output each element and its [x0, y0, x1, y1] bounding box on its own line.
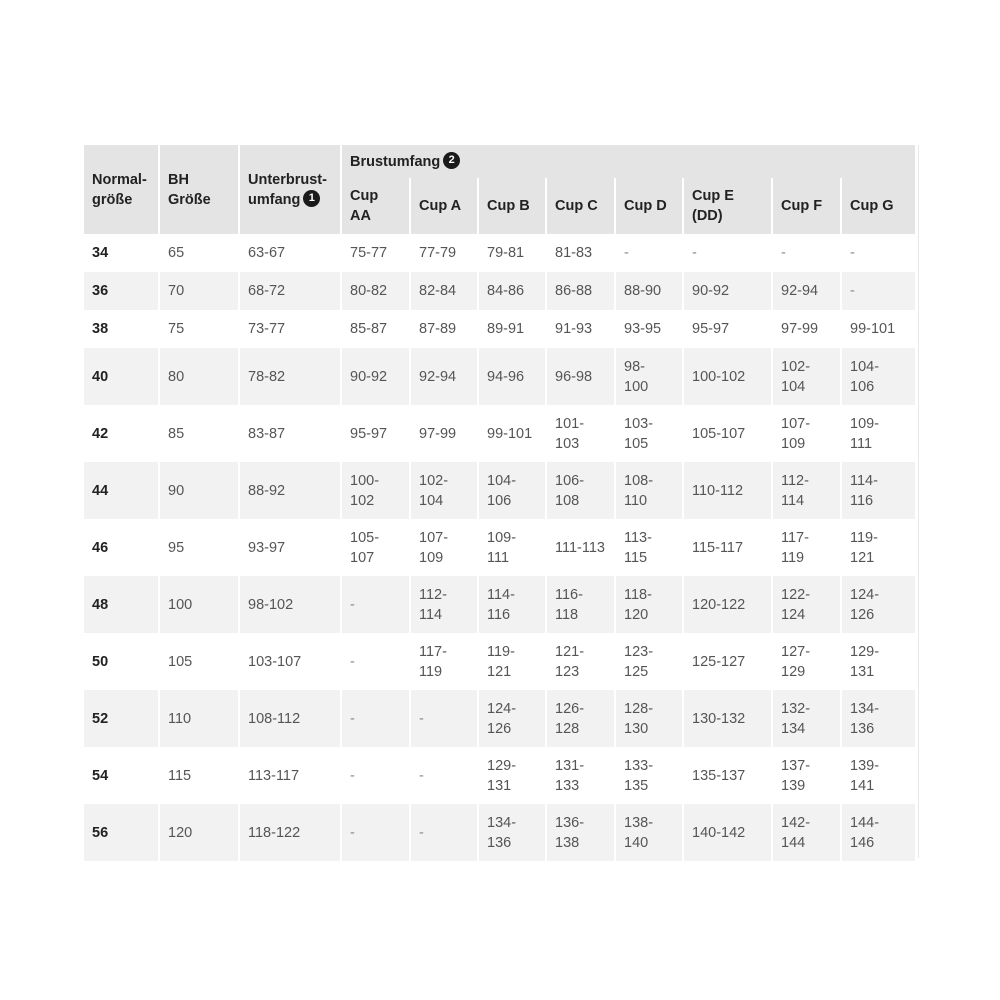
- cell-bra-size: 105: [159, 633, 239, 690]
- cell-cup-value: 110-112: [683, 462, 772, 519]
- header-cup-label: Cup G: [850, 198, 894, 214]
- cell-cup-value: 114- 116: [841, 462, 916, 519]
- cell-cup-value: 105- 107: [341, 519, 410, 576]
- cell-cup-value: 99-101: [841, 310, 916, 348]
- cell-cup-value: 116- 118: [546, 576, 615, 633]
- cell-cup-value: 77-79: [410, 234, 478, 272]
- header-normal-size: [84, 145, 159, 234]
- cell-cup-value: 96-98: [546, 348, 615, 405]
- cell-normal-size: 52: [84, 690, 159, 747]
- header-bra-size: [159, 145, 239, 234]
- cell-normal-size: 48: [84, 576, 159, 633]
- cell-cup-value: -: [410, 690, 478, 747]
- cell-cup-value: 92-94: [772, 272, 841, 310]
- table-row: [84, 519, 916, 576]
- cell-cup-value: -: [410, 804, 478, 861]
- cell-cup-value: 95-97: [341, 405, 410, 462]
- cell-cup-value: 128- 130: [615, 690, 683, 747]
- cell-cup-value: -: [341, 747, 410, 804]
- header-cup-4: [615, 178, 683, 234]
- cell-cup-value: 107- 109: [410, 519, 478, 576]
- table-row: [84, 348, 916, 405]
- cell-bra-size: 110: [159, 690, 239, 747]
- cell-cup-value: 84-86: [478, 272, 546, 310]
- cell-cup-value: 122- 124: [772, 576, 841, 633]
- cell-cup-value: 132- 134: [772, 690, 841, 747]
- cell-cup-value: 119- 121: [478, 633, 546, 690]
- cell-normal-size: 46: [84, 519, 159, 576]
- header-bust-group: [341, 145, 916, 178]
- cell-cup-value: 90-92: [683, 272, 772, 310]
- cell-cup-value: 94-96: [478, 348, 546, 405]
- header-underbust-label: Unterbrust- umfang: [248, 171, 327, 208]
- cell-cup-value: 81-83: [546, 234, 615, 272]
- cell-cup-value: 140-142: [683, 804, 772, 861]
- cell-cup-value: 123- 125: [615, 633, 683, 690]
- header-bra-size-label: BH Größe: [168, 171, 211, 208]
- cell-cup-value: 114- 116: [478, 576, 546, 633]
- table-row: [84, 310, 916, 348]
- table-row: [84, 690, 916, 747]
- cell-underbust: 78-82: [239, 348, 341, 405]
- header-cup-0: [341, 178, 410, 234]
- cell-cup-value: -: [341, 804, 410, 861]
- cell-normal-size: 38: [84, 310, 159, 348]
- cell-cup-value: -: [341, 633, 410, 690]
- cell-underbust: 88-92: [239, 462, 341, 519]
- cell-cup-value: 131- 133: [546, 747, 615, 804]
- header-cup-label: Cup D: [624, 198, 667, 214]
- cell-cup-value: -: [772, 234, 841, 272]
- cell-cup-value: 101- 103: [546, 405, 615, 462]
- cell-cup-value: -: [341, 690, 410, 747]
- cell-normal-size: 42: [84, 405, 159, 462]
- cell-cup-value: 100-102: [683, 348, 772, 405]
- table-row: [84, 462, 916, 519]
- cell-bra-size: 85: [159, 405, 239, 462]
- cell-underbust: 98-102: [239, 576, 341, 633]
- cell-cup-value: 130-132: [683, 690, 772, 747]
- cell-underbust: 63-67: [239, 234, 341, 272]
- cell-cup-value: -: [683, 234, 772, 272]
- cell-cup-value: 79-81: [478, 234, 546, 272]
- cell-cup-value: 102- 104: [772, 348, 841, 405]
- cell-cup-value: -: [841, 234, 916, 272]
- info-badge-2[interactable]: 2: [443, 152, 460, 169]
- header-cup-5: [683, 178, 772, 234]
- cell-underbust: 118-122: [239, 804, 341, 861]
- cell-cup-value: 137- 139: [772, 747, 841, 804]
- cell-cup-value: 134- 136: [478, 804, 546, 861]
- cell-bra-size: 70: [159, 272, 239, 310]
- header-cup-label: Cup A: [419, 198, 462, 214]
- cell-cup-value: 104- 106: [478, 462, 546, 519]
- cell-cup-value: 142- 144: [772, 804, 841, 861]
- header-cup-6: [772, 178, 841, 234]
- cell-cup-value: 107- 109: [772, 405, 841, 462]
- cell-cup-value: 91-93: [546, 310, 615, 348]
- cell-cup-value: 75-77: [341, 234, 410, 272]
- table-row: [84, 234, 916, 272]
- cell-cup-value: -: [615, 234, 683, 272]
- cell-cup-value: 106- 108: [546, 462, 615, 519]
- cell-cup-value: -: [841, 272, 916, 310]
- cell-cup-value: 90-92: [341, 348, 410, 405]
- cell-cup-value: 125-127: [683, 633, 772, 690]
- size-table: [84, 145, 917, 861]
- cell-cup-value: 109- 111: [841, 405, 916, 462]
- header-cup-label: Cup AA: [350, 188, 379, 224]
- cell-cup-value: 103- 105: [615, 405, 683, 462]
- cell-cup-value: 139- 141: [841, 747, 916, 804]
- header-cup-1: [410, 178, 478, 234]
- cell-underbust: 83-87: [239, 405, 341, 462]
- cell-cup-value: 87-89: [410, 310, 478, 348]
- cell-bra-size: 95: [159, 519, 239, 576]
- cell-cup-value: 104- 106: [841, 348, 916, 405]
- header-cup-3: [546, 178, 615, 234]
- cell-cup-value: 97-99: [772, 310, 841, 348]
- table-row: [84, 405, 916, 462]
- cell-cup-value: -: [341, 576, 410, 633]
- cell-normal-size: 44: [84, 462, 159, 519]
- header-normal-size-label: Normal- größe: [92, 171, 147, 208]
- cell-cup-value: 124- 126: [841, 576, 916, 633]
- cell-cup-value: 136- 138: [546, 804, 615, 861]
- cell-cup-value: 126- 128: [546, 690, 615, 747]
- cell-bra-size: 80: [159, 348, 239, 405]
- cell-bra-size: 100: [159, 576, 239, 633]
- cell-bra-size: 120: [159, 804, 239, 861]
- cell-cup-value: 112- 114: [410, 576, 478, 633]
- cell-normal-size: 40: [84, 348, 159, 405]
- cell-cup-value: 133- 135: [615, 747, 683, 804]
- cell-cup-value: 144- 146: [841, 804, 916, 861]
- cell-cup-value: 80-82: [341, 272, 410, 310]
- cell-underbust: 113-117: [239, 747, 341, 804]
- cell-normal-size: 50: [84, 633, 159, 690]
- table-edge-divider: [918, 145, 919, 858]
- cell-cup-value: 127- 129: [772, 633, 841, 690]
- cell-normal-size: 34: [84, 234, 159, 272]
- cell-cup-value: 108- 110: [615, 462, 683, 519]
- cell-normal-size: 36: [84, 272, 159, 310]
- cell-cup-value: 97-99: [410, 405, 478, 462]
- cell-underbust: 103-107: [239, 633, 341, 690]
- header-cup-label: Cup C: [555, 198, 598, 214]
- header-underbust: [239, 145, 341, 234]
- cell-cup-value: 98- 100: [615, 348, 683, 405]
- cell-cup-value: 111-113: [546, 519, 615, 576]
- header-cup-label: Cup E (DD): [692, 188, 734, 224]
- cell-underbust: 68-72: [239, 272, 341, 310]
- header-cup-2: [478, 178, 546, 234]
- cell-cup-value: 129- 131: [478, 747, 546, 804]
- cell-bra-size: 75: [159, 310, 239, 348]
- cell-cup-value: 92-94: [410, 348, 478, 405]
- cell-cup-value: 109- 111: [478, 519, 546, 576]
- cell-cup-value: 82-84: [410, 272, 478, 310]
- cell-underbust: 93-97: [239, 519, 341, 576]
- cell-underbust: 73-77: [239, 310, 341, 348]
- cell-cup-value: 115-117: [683, 519, 772, 576]
- cell-cup-value: 118- 120: [615, 576, 683, 633]
- cell-cup-value: 88-90: [615, 272, 683, 310]
- header-cup-label: Cup B: [487, 198, 530, 214]
- size-chart: [84, 145, 916, 861]
- header-cup-7: [841, 178, 916, 234]
- table-row: [84, 747, 916, 804]
- cell-cup-value: 85-87: [341, 310, 410, 348]
- cell-cup-value: 135-137: [683, 747, 772, 804]
- cell-cup-value: 100- 102: [341, 462, 410, 519]
- table-row: [84, 576, 916, 633]
- cell-cup-value: 117- 119: [410, 633, 478, 690]
- cell-cup-value: 102- 104: [410, 462, 478, 519]
- cell-cup-value: 113- 115: [615, 519, 683, 576]
- cell-cup-value: 134- 136: [841, 690, 916, 747]
- cell-cup-value: 89-91: [478, 310, 546, 348]
- cell-cup-value: 95-97: [683, 310, 772, 348]
- cell-cup-value: 99-101: [478, 405, 546, 462]
- cell-cup-value: 86-88: [546, 272, 615, 310]
- cell-cup-value: 120-122: [683, 576, 772, 633]
- cell-bra-size: 90: [159, 462, 239, 519]
- info-badge-1[interactable]: 1: [303, 190, 320, 207]
- cell-underbust: 108-112: [239, 690, 341, 747]
- cell-cup-value: 119- 121: [841, 519, 916, 576]
- cell-cup-value: 121- 123: [546, 633, 615, 690]
- cell-cup-value: 138- 140: [615, 804, 683, 861]
- header-cup-label: Cup F: [781, 198, 823, 214]
- table-row: [84, 272, 916, 310]
- table-row: [84, 633, 916, 690]
- table-row: [84, 804, 916, 861]
- cell-normal-size: 54: [84, 747, 159, 804]
- cell-normal-size: 56: [84, 804, 159, 861]
- cell-cup-value: 117- 119: [772, 519, 841, 576]
- cell-cup-value: 124- 126: [478, 690, 546, 747]
- cell-cup-value: 93-95: [615, 310, 683, 348]
- cell-cup-value: 129- 131: [841, 633, 916, 690]
- cell-cup-value: -: [410, 747, 478, 804]
- header-bust-group-label: Brustumfang: [350, 153, 441, 170]
- cell-bra-size: 115: [159, 747, 239, 804]
- cell-cup-value: 105-107: [683, 405, 772, 462]
- cell-cup-value: 112- 114: [772, 462, 841, 519]
- cell-bra-size: 65: [159, 234, 239, 272]
